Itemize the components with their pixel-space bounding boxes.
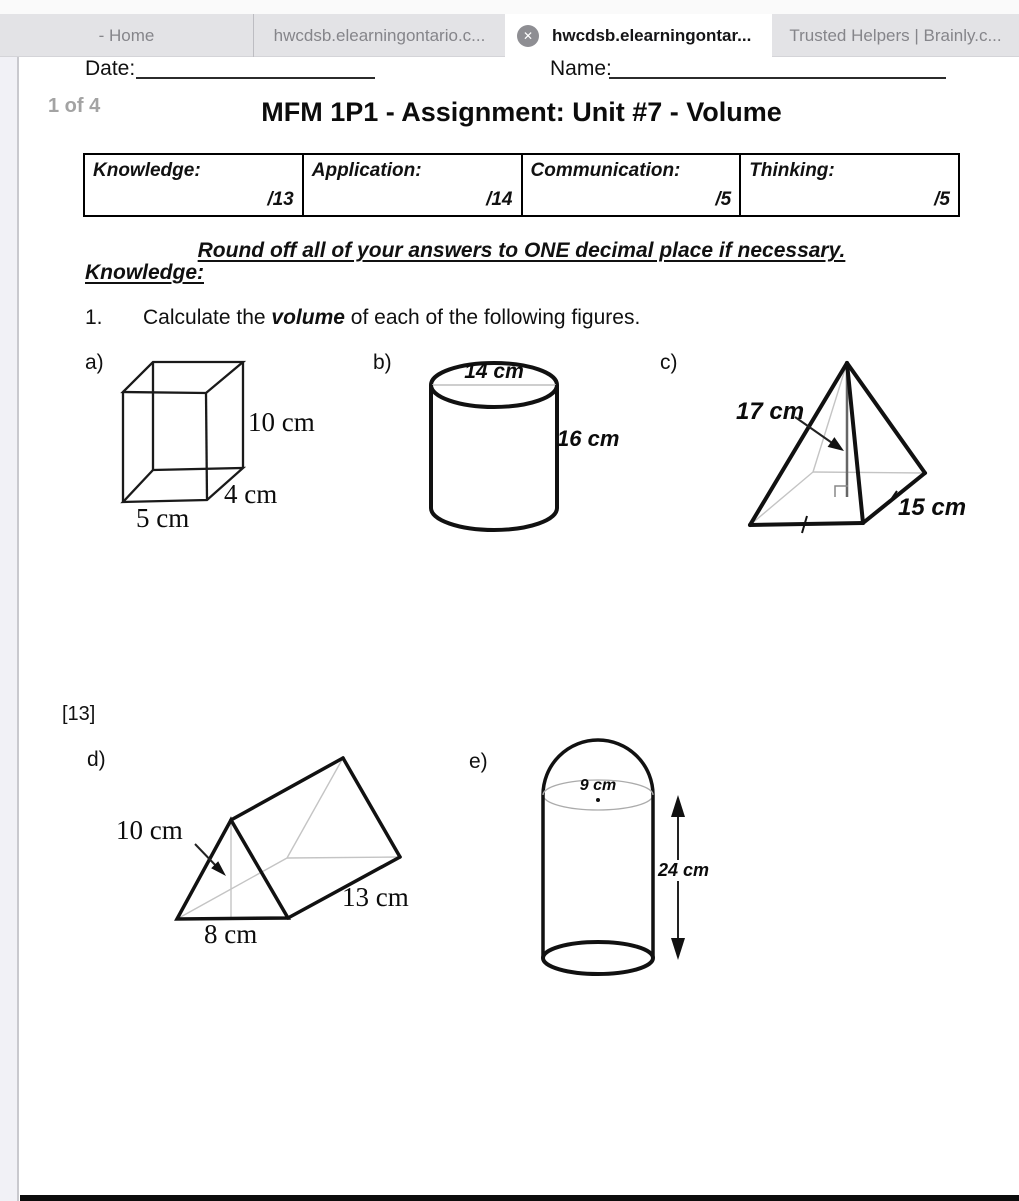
instruction-note — [83, 239, 960, 263]
name-blank-line — [609, 57, 946, 79]
date-label: Date: — [85, 57, 136, 80]
page-edge — [0, 57, 19, 1201]
browser-tab-bar — [0, 14, 1019, 57]
status-strip — [0, 0, 1019, 14]
question-number: 1. — [85, 306, 103, 329]
marks-label: Knowledge: — [93, 160, 201, 181]
figure-c-letter: c) — [660, 351, 678, 374]
figure-e-letter: e) — [469, 750, 488, 773]
triprism-length-label: 13 cm — [342, 882, 409, 912]
marks-cell-knowledge — [85, 155, 302, 215]
tab-brainly[interactable]: Trusted Helpers | Brainly.c... — [772, 14, 1019, 57]
triprism-base-label: 8 cm — [204, 919, 258, 949]
cylinder-diameter-label: 14 cm — [464, 360, 524, 383]
question-text: Calculate the — [143, 306, 272, 329]
tab-title: hwcdsb.elearningontar... — [552, 25, 752, 45]
marks-label: Communication: — [530, 160, 681, 181]
instruction-text: Round off all of your answers to ONE decimal place if necessary. — [197, 239, 846, 262]
page-title: MFM 1P1 - Assignment: Unit #7 - Volume — [261, 97, 782, 127]
cylinder-height-label: 16 cm — [557, 426, 620, 451]
prism-height-label: 10 cm — [248, 407, 315, 437]
question-1 — [85, 306, 640, 330]
marks-value: /14 — [486, 189, 513, 210]
marks-value: /5 — [715, 189, 732, 210]
marks-cell-application — [302, 155, 521, 215]
pyramid-base-label: 15 cm — [898, 494, 967, 521]
bottom-bar — [20, 1195, 1019, 1201]
prism-depth-label: 4 cm — [224, 479, 278, 509]
name-label: Name: — [550, 57, 612, 80]
pyramid-slant-label: 17 cm — [736, 398, 805, 425]
tab-elearning-1[interactable]: hwcdsb.elearningontario.c... — [253, 14, 505, 57]
capsule-diameter-label: 9 cm — [579, 777, 617, 794]
marks-note: [13] — [62, 703, 96, 725]
marks-value: /13 — [267, 189, 294, 210]
date-blank-line — [136, 57, 375, 79]
triprism-height-label: 10 cm — [116, 815, 183, 845]
figure-d-letter: d) — [87, 748, 106, 771]
section-heading: Knowledge: — [85, 261, 204, 284]
question-emphasis: volume — [271, 306, 345, 329]
marks-cell-communication — [521, 155, 740, 215]
question-text-after: of each of the following figures. — [344, 306, 641, 329]
tab-elearning-active[interactable] — [505, 14, 772, 57]
figure-b-letter: b) — [373, 351, 392, 374]
figure-a-letter: a) — [85, 351, 104, 374]
marks-label: Application: — [311, 160, 422, 181]
page-indicator: 1 of 4 — [48, 95, 101, 117]
capsule-height-label: 24 cm — [655, 860, 712, 881]
marks-label: Thinking: — [749, 160, 835, 181]
tab-home[interactable]: - Home — [0, 14, 253, 57]
marks-table — [83, 153, 960, 217]
marks-cell-thinking — [739, 155, 958, 215]
prism-width-label: 5 cm — [136, 503, 190, 533]
close-tab-icon[interactable]: ✕ — [517, 25, 539, 47]
marks-value: /5 — [934, 189, 950, 210]
